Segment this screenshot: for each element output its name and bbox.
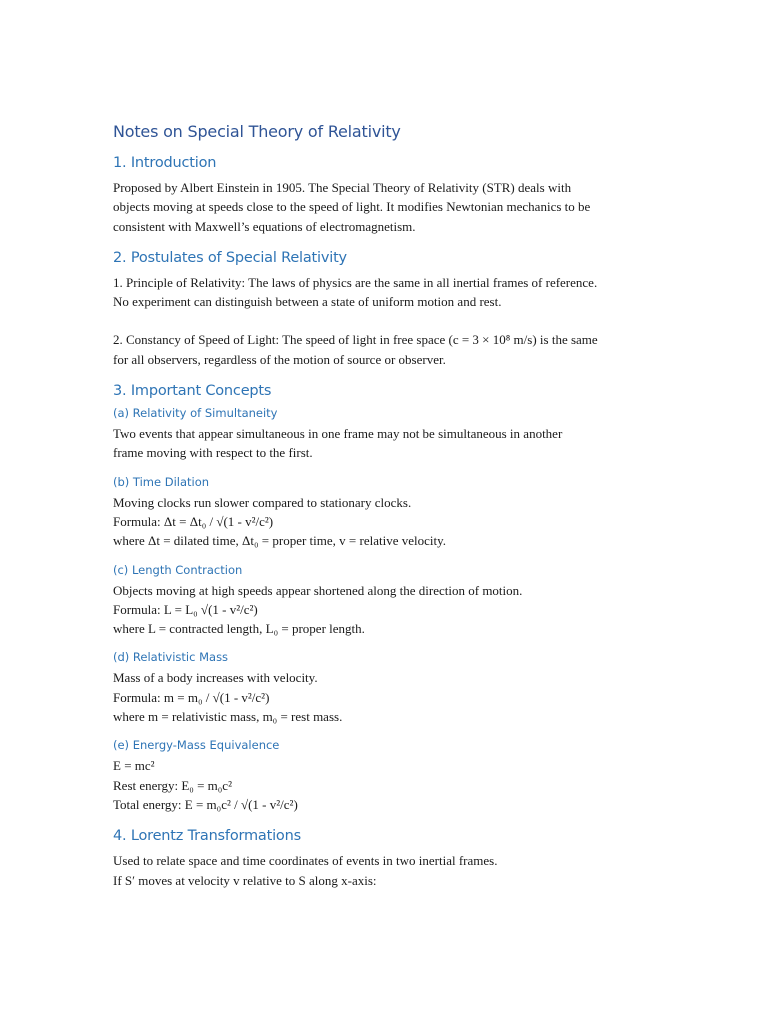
subsection-heading: (d) Relativistic Mass xyxy=(113,650,229,665)
formula-line: Formula: m = m₀ / √(1 - v²/c²) xyxy=(113,689,270,705)
paragraph-line: where Δt = dilated time, Δt₀ = proper time, v = relative velocity. xyxy=(113,533,446,549)
formula-line: Formula: Δt = Δt₀ / √(1 - v²/c²) xyxy=(113,513,274,529)
paragraph-spacer xyxy=(113,311,673,330)
paragraph-line: frame moving with respect to the first. xyxy=(113,445,313,461)
formula-line: Formula: L = L₀ √(1 - v²/c²) xyxy=(113,601,258,617)
paragraph-line: 1. Principle of Relativity: The laws of physics are the same in all inertial frames of reference. xyxy=(113,274,598,290)
formula-line: Total energy: E = m₀c² / √(1 - v²/c²) xyxy=(113,796,298,812)
paragraph-line: where L = contracted length, L₀ = proper length. xyxy=(113,621,365,637)
paragraph-line: where m = relativistic mass, m₀ = rest mass. xyxy=(113,709,343,725)
section-introduction xyxy=(113,155,673,236)
subsection-energy-mass xyxy=(113,738,673,814)
subsection-heading: (a) Relativity of Simultaneity xyxy=(113,406,278,421)
section-important-concepts xyxy=(113,383,673,814)
paragraph-line: Proposed by Albert Einstein in 1905. The Special Theory of Relativity (STR) deals with xyxy=(113,180,572,195)
subsection-relativistic-mass xyxy=(113,650,673,726)
paragraph-line: Mass of a body increases with velocity. xyxy=(113,670,318,686)
formula-line: Rest energy: E₀ = m₀c² xyxy=(113,777,232,793)
paragraph-line: No experiment can distinguish between a state of uniform motion and rest. xyxy=(113,294,502,310)
subsection-heading: (e) Energy-Mass Equivalence xyxy=(113,738,280,753)
subsection-simultaneity xyxy=(113,406,673,463)
paragraph-line: Two events that appear simultaneous in one frame may not be simultaneous in another xyxy=(113,426,563,442)
document-page xyxy=(113,122,673,904)
section-heading: 1. Introduction xyxy=(113,155,217,171)
paragraph-line: 2. Constancy of Speed of Light: The speed of light in free space (c = 3 × 10⁸ m/s) is the same xyxy=(113,332,598,348)
paragraph-line: If S′ moves at velocity v relative to S along x-axis: xyxy=(113,872,377,888)
section-heading: 4. Lorentz Transformations xyxy=(113,828,301,845)
document-title: Notes on Special Theory of Relativity xyxy=(113,122,401,141)
paragraph-line: Moving clocks run slower compared to stationary clocks. xyxy=(113,494,412,510)
subsection-length-contraction xyxy=(113,563,673,639)
paragraph-line: Objects moving at high speeds appear shortened along the direction of motion. xyxy=(113,582,523,598)
subsection-heading: (c) Length Contraction xyxy=(113,562,243,577)
paragraph-line: Used to relate space and time coordinates of events in two inertial frames. xyxy=(113,853,498,869)
subsection-time-dilation xyxy=(113,475,673,551)
paragraph-line: for all observers, regardless of the motion of source or observer. xyxy=(113,351,446,367)
section-postulates xyxy=(113,250,673,369)
section-heading: 3. Important Concepts xyxy=(113,383,272,400)
section-lorentz-transformations xyxy=(113,828,673,890)
paragraph-line: consistent with Maxwell’s equations of electromagnetism. xyxy=(113,218,416,234)
formula-line: E = mc² xyxy=(113,758,155,774)
paragraph-line: objects moving at speeds close to the speed of light. It modifies Newtonian mechanics to be xyxy=(113,199,591,215)
subsection-heading: (b) Time Dilation xyxy=(113,474,210,489)
section-heading: 2. Postulates of Special Relativity xyxy=(113,249,347,266)
